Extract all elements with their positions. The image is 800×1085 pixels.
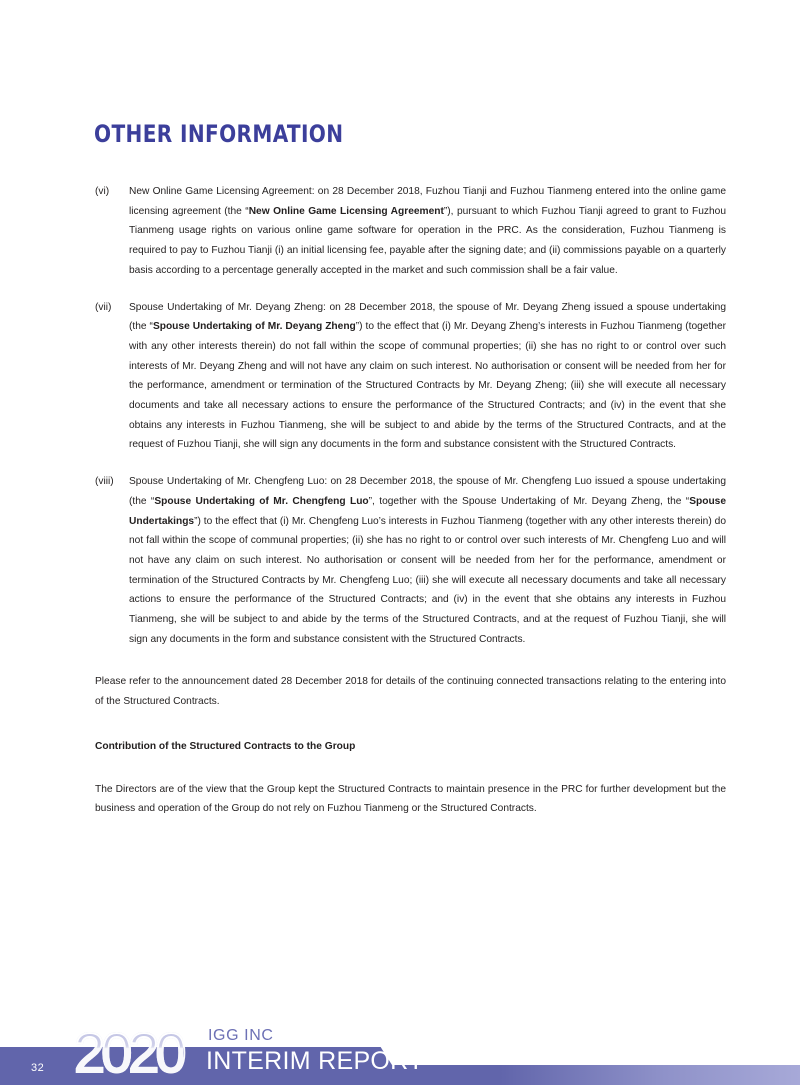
list-item-marker: (vi) bbox=[95, 186, 110, 197]
section-sub-heading: Contribution of the Structured Contracts to the Group bbox=[95, 740, 356, 752]
page-title: OTHER INFORMATION bbox=[94, 120, 344, 149]
footer-company-name: IGG INC bbox=[208, 1027, 274, 1044]
page-footer bbox=[0, 1015, 800, 1085]
announcement-paragraph: Please refer to the announcement dated 28 December 2018 for details of the continuing connected transactions relating to the entering into of the Structured Contracts. bbox=[95, 676, 726, 708]
list-item bbox=[95, 472, 726, 649]
list-item-marker: (vii) bbox=[95, 301, 112, 313]
list-item-text: Spouse Undertaking of Mr. Deyang Zheng: on 28 December 2018, the spouse of Mr. Deyang Zheng issued a spouse undertaking (the “Spouse Undertaking of Mr. Deyang Zheng”) to the effect that (i) Mr. Deyang Zheng’s interests in Fuzhou Tianmeng (together with any other interests therein) do not fall within the scope of communal properties; (ii) she has no right to or control over such interests of Mr. Deyang Zheng and will not have any claim on such interest. No authorisation or consent will be needed from her for the performance, amendment or termination of the Structured Contracts by Mr. Deyang Zheng; (iii) she will execute all necessary documents and take all necessary actions to ensure the performance of the Structured Contracts; and (iv) in the event that she obtains any interests in Fuzhou Tianmeng, she will be subject to and abide by the terms of the Structured Contracts, and at the request of Fuzhou Tianji, she will sign any documents in the form and substance consistent with the Structured Contracts. bbox=[129, 301, 727, 451]
footer-chevron-mask bbox=[404, 1046, 800, 1065]
page-number: 32 bbox=[31, 1062, 45, 1074]
list-item-text: New Online Game Licensing Agreement: on 28 December 2018, Fuzhou Tianji and Fuzhou Tianmeng entered into the online game licensing agreement (the “New Online Game Licensing Agreement”), pursuant to which Fuzhou Tianji agreed to grant to Fuzhou Tianmeng usage rights on various online game software for operation in the PRC. As the consideration, Fuzhou Tianmeng is required to pay to Fuzhou Tianji (i) an initial licensing fee, payable after the signing date; and (ii) commissions payable on a quarterly basis according to a percentage generally accepted in the market and such commission shall be a fair value. bbox=[129, 186, 726, 276]
list-item-marker: (viii) bbox=[95, 476, 114, 488]
list-item bbox=[95, 298, 726, 456]
directors-paragraph: The Directors are of the view that the Group kept the Structured Contracts to maintain presence in the PRC for further development but the business and operation of the Group do not rely on Fuzhou Tianmeng or the Structured Contracts. bbox=[95, 783, 726, 815]
list-item-text: Spouse Undertaking of Mr. Chengfeng Luo: on 28 December 2018, the spouse of Mr. Chengfeng Luo issued a spouse undertaking (the “Spouse Undertaking of Mr. Chengfeng Luo”, together with the Spouse Undertaking of Mr. Deyang Zheng, the “Spouse Undertakings”) to the effect that (i) Mr. Chengfeng Luo’s interests in Fuzhou Tianmeng (together with any other interests therein) do not fall within the scope of communal properties; (ii) she has no right to or control over such interests of Mr. Chengfeng Luo and will not have any claim on such interest. No authorisation or consent will be needed from her for the performance, amendment or termination of the Structured Contracts by Mr. Chengfeng Luo; (iii) she will execute all necessary documents and take all necessary actions to ensure the performance of the Structured Contracts; and (iv) in the event that she obtains any interests in Fuzhou Tianmeng, she will be subject to and abide by the terms of the Structured Contracts, and at the request of Fuzhou Tianji, she will sign any documents in the form and substance consistent with the Structured Contracts. bbox=[129, 476, 726, 645]
footer-year-logo: 2020 bbox=[74, 1021, 183, 1084]
list-item bbox=[95, 182, 726, 281]
document-body bbox=[95, 182, 726, 819]
footer-report-title: INTERIM REPORT bbox=[206, 1047, 424, 1075]
